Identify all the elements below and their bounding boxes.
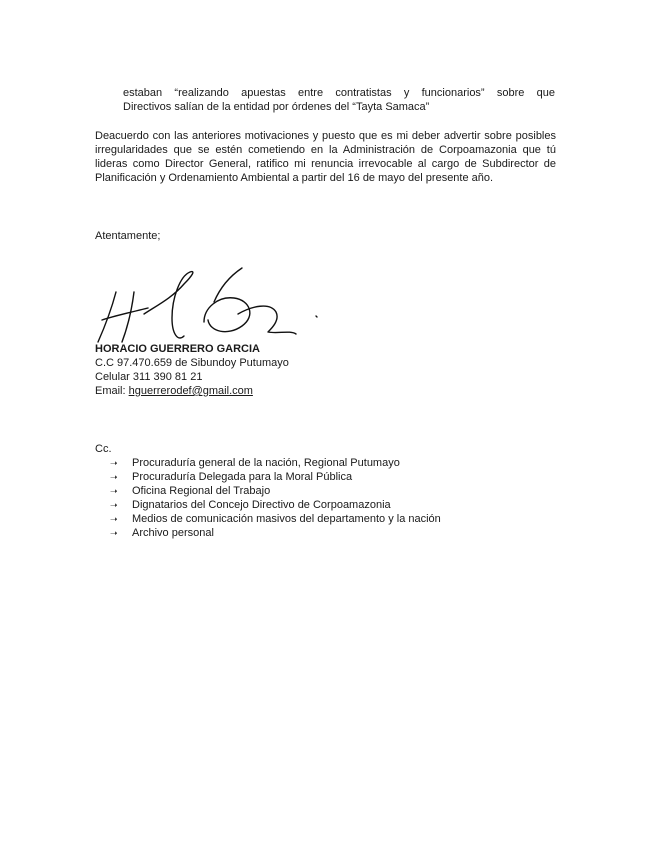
quote-line-1: estaban “realizando apuestas entre contratistas y funcionarios” sobre que bbox=[123, 87, 555, 99]
cc-label: Cc. bbox=[95, 443, 112, 455]
list-item-label: Dignatarios del Concejo Directivo de Corpoamazonia bbox=[132, 499, 391, 511]
list-item bbox=[110, 470, 441, 484]
list-item-label: Procuraduría Delegada para la Moral Pública bbox=[132, 471, 353, 483]
list-item bbox=[110, 526, 441, 540]
cc-list bbox=[110, 456, 441, 540]
list-item bbox=[110, 456, 441, 470]
handwritten-signature bbox=[92, 262, 322, 354]
signer-name: HORACIO GUERRERO GARCIA bbox=[95, 343, 261, 355]
signer-phone: Celular 311 390 81 21 bbox=[95, 371, 203, 383]
list-item-label: Medios de comunicación masivos del departamento y la nación bbox=[132, 513, 441, 525]
closing: Atentamente; bbox=[95, 230, 161, 242]
list-item bbox=[110, 498, 441, 512]
signer-email-line bbox=[95, 384, 289, 398]
list-item-label: Archivo personal bbox=[132, 527, 214, 539]
arrow-bullet-icon: ➝ bbox=[110, 458, 118, 468]
signer-id: C.C 97.470.659 de Sibundoy Putumayo bbox=[95, 357, 289, 369]
quote-block bbox=[123, 86, 555, 114]
list-item-label: Oficina Regional del Trabajo bbox=[132, 485, 271, 497]
arrow-bullet-icon: ➝ bbox=[110, 472, 118, 482]
arrow-bullet-icon: ➝ bbox=[110, 486, 118, 496]
quote-line-2: Directivos salían de la entidad por órdenes del “Tayta Samaca” bbox=[123, 101, 430, 113]
list-item-label: Procuraduría general de la nación, Regional Putumayo bbox=[132, 457, 400, 469]
email-link[interactable]: hguerrerodef@gmail.com bbox=[128, 385, 253, 397]
arrow-bullet-icon: ➝ bbox=[110, 500, 118, 510]
email-label: Email: bbox=[95, 385, 129, 397]
arrow-bullet-icon: ➝ bbox=[110, 528, 118, 538]
list-item bbox=[110, 512, 441, 526]
arrow-bullet-icon: ➝ bbox=[110, 514, 118, 524]
main-paragraph: Deacuerdo con las anteriores motivaciones y puesto que es mi deber advertir sobre posibles irregularidades que se estén cometiendo en la Administración de Corpoamazonia que tú lideras como Director General, ratifico mi renuncia irrevocable al cargo de Subdirector de Planificación y Ordenamiento Ambiental a partir del 16 de mayo del presente año. bbox=[95, 130, 556, 184]
signer-block bbox=[95, 342, 289, 398]
list-item bbox=[110, 484, 441, 498]
